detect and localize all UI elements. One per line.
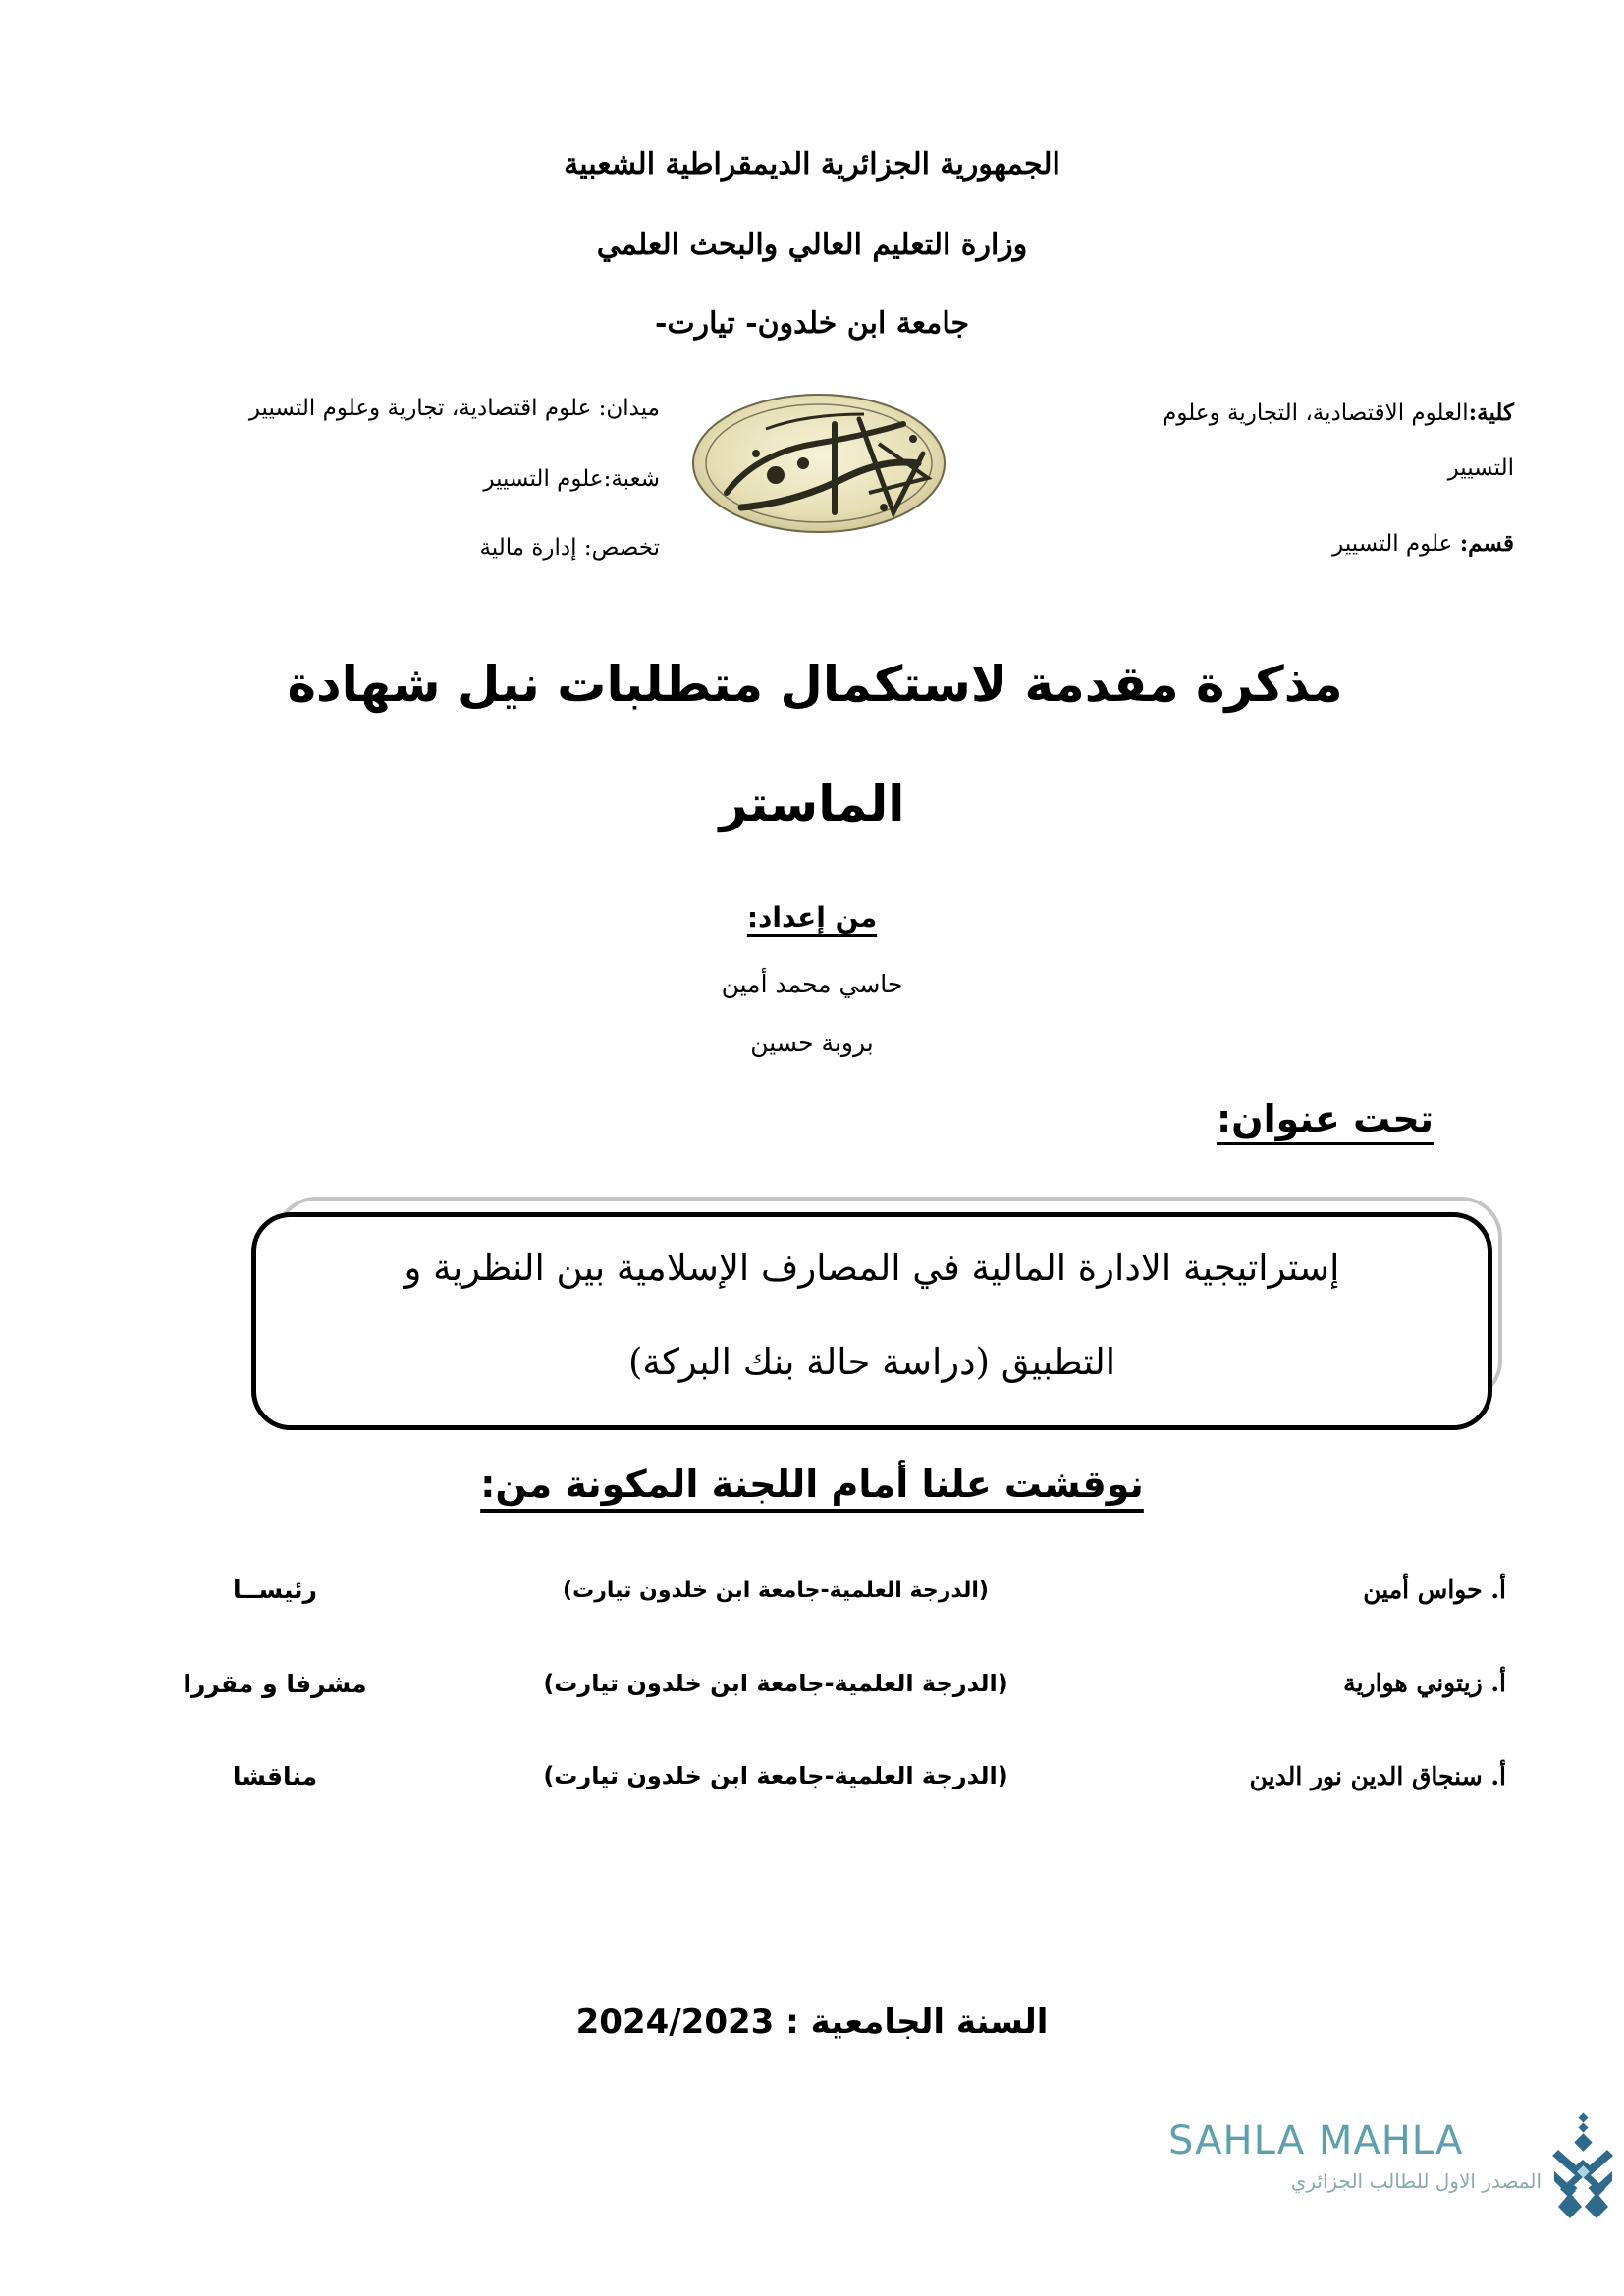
- faculty-label: كلية:: [1468, 400, 1514, 426]
- academic-year-value: 2024/2023: [575, 2002, 775, 2042]
- academic-year-label: السنة الجامعية :: [785, 2002, 1049, 2042]
- subject-line-2: التطبيق (دراسة حالة بنك البركة): [627, 1341, 1116, 1383]
- thesis-title-line-2: الماستر: [719, 775, 905, 832]
- faculty-line: [1163, 400, 1514, 426]
- subject-line-1: إستراتيجية الادارة المالية في المصارف الإسلامية بين النظرية و: [404, 1247, 1340, 1289]
- member-name: أ. زيتوني هوارية: [1343, 1669, 1506, 1697]
- sahla-mahla-emblem-icon: [1546, 2112, 1620, 2220]
- member-role: مناقشا: [232, 1762, 318, 1790]
- faculty-line-2: التسيير: [1447, 455, 1514, 481]
- department-value: علوم التسيير: [1332, 531, 1460, 557]
- member-affiliation: (الدرجة العلمية-جامعة ابن خلدون تيارت): [563, 1578, 989, 1603]
- member-role: مشرفا و مقررا: [183, 1670, 367, 1698]
- field-line: ميدان: علوم اقتصادية، تجارية وعلوم التسيير: [248, 396, 660, 421]
- prepared-by-text: من إعداد:: [746, 901, 878, 934]
- department-line: [1332, 530, 1514, 557]
- subject-box: [251, 1212, 1492, 1430]
- committee-header-text: نوقشت علنا أمام اللجنة المكونة من:: [480, 1463, 1144, 1506]
- faculty-value: العلوم الاقتصادية، التجارية وعلوم: [1163, 400, 1469, 426]
- university-heading: جامعة ابن خلدون- تيارت-: [654, 306, 970, 341]
- thesis-title-line-1: مذكرة مقدمة لاستكمال متطلبات نيل شهادة: [287, 656, 1343, 713]
- branch-line: شعبة:علوم التسيير: [483, 466, 660, 492]
- academic-year: [0, 2002, 1624, 2042]
- ministry-heading: وزارة التعليم العالي والبحث العلمي: [596, 228, 1028, 262]
- subject-label-text: تحت عنوان:: [1216, 1097, 1434, 1141]
- member-role: رئيســا: [233, 1575, 317, 1604]
- member-name: أ. سنجاق الدين نور الدين: [1249, 1762, 1506, 1790]
- committee-header: [0, 1463, 1624, 1506]
- watermark-tagline: المصدر الاول للطالب الجزائري: [1290, 2169, 1542, 2193]
- member-name: أ. حواس أمين: [1363, 1575, 1506, 1604]
- department-label: قسم:: [1459, 530, 1514, 557]
- university-seal-icon: [687, 385, 950, 540]
- watermark-brand: SAHLA MAHLA: [1168, 2118, 1464, 2163]
- specialty-line: تخصص: إدارة مالية: [479, 535, 660, 561]
- member-affiliation: (الدرجة العلمية-جامعة ابن خلدون تيارت): [543, 1670, 1008, 1697]
- member-affiliation: (الدرجة العلمية-جامعة ابن خلدون تيارت): [543, 1762, 1008, 1789]
- republic-heading: الجمهورية الجزائرية الديمقراطية الشعبية: [564, 147, 1060, 182]
- student-name: حاسي محمد أمين: [721, 970, 903, 998]
- subject-label: [1159, 1097, 1434, 1141]
- prepared-by-label: [0, 901, 1624, 934]
- student-name: بروبة حسين: [750, 1029, 874, 1057]
